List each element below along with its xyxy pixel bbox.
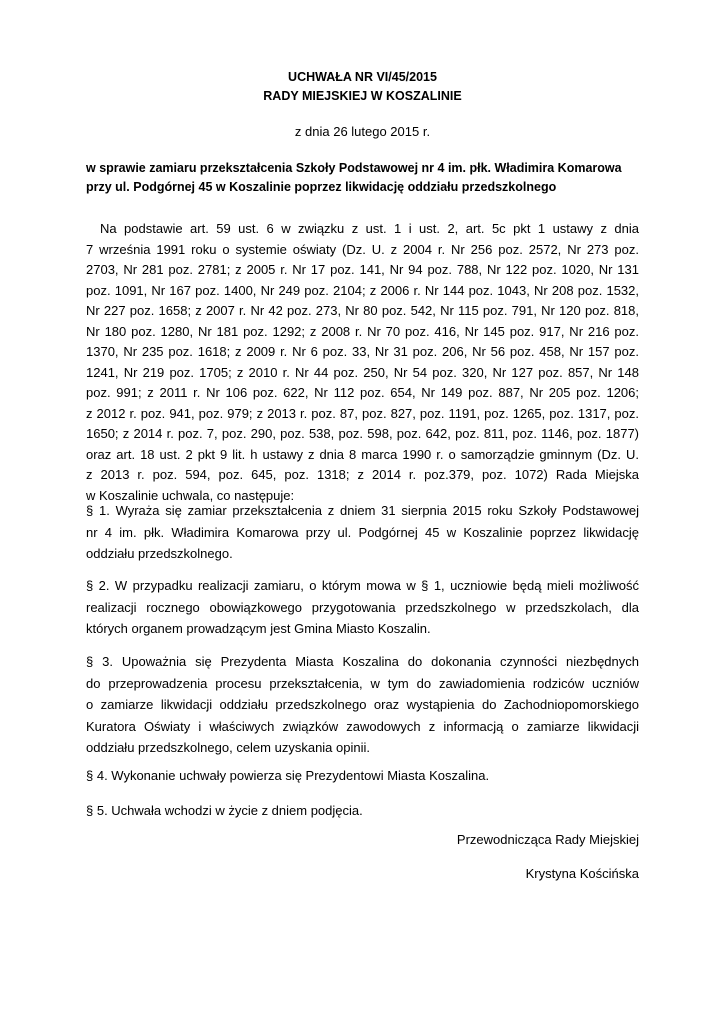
- legal-basis: [86, 219, 639, 506]
- paragraph-line: o zamiarze likwidacji oddziału przedszkolnego oraz wystąpienia do Zachodniopomorskiego: [86, 697, 639, 712]
- legal-basis-line: w Koszalinie uchwala, co następuje:: [86, 487, 295, 503]
- legal-basis-line: 1650; z 2014 r. poz. 7, poz. 290, poz. 538, poz. 598, poz. 642, poz. 811, poz. 1146, poz. 1877): [86, 426, 639, 441]
- paragraph-line: których organem prowadzącym jest Gmina Miasto Koszalin.: [86, 621, 431, 636]
- paragraph-3: [86, 651, 639, 759]
- paragraph-5: [86, 800, 639, 822]
- paragraph-line: § 5. Uchwała wchodzi w życie z dniem podjęcia.: [86, 803, 363, 818]
- legal-basis-line: 7 września 1991 roku o systemie oświaty (Dz. U. z 2004 r. Nr 256 poz. 2572, Nr 273 poz.: [86, 241, 639, 257]
- paragraph-line: § 4. Wykonanie uchwały powierza się Prezydentowi Miasta Koszalina.: [86, 768, 490, 783]
- subject-line: przy ul. Podgórnej 45 w Koszalinie poprzez likwidację oddziału przedszkolnego: [86, 180, 557, 194]
- resolution-number: UCHWAŁA NR VI/45/2015: [288, 70, 437, 84]
- paragraph-4: [86, 765, 639, 787]
- legal-basis-line: 1241, Nr 219 poz. 1705; z 2010 r. Nr 44 poz. 250, Nr 54 poz. 320, Nr 127 poz. 857, Nr 148: [86, 364, 639, 380]
- paragraph-1: [86, 500, 639, 565]
- legal-basis-line: poz. 991; z 2011 r. Nr 106 poz. 622, Nr 112 poz. 654, Nr 149 poz. 887, Nr 205 poz. 1206;: [86, 385, 639, 400]
- paragraph-line: § 3. Upoważnia się Prezydenta Miasta Koszalina do dokonania czynności niezbędnych: [86, 654, 639, 669]
- resolution-subject: [86, 159, 646, 197]
- paragraph-line: do przeprowadzenia procesu przekształcenia, w tym do zawiadomienia rodziców uczniów: [86, 675, 639, 691]
- paragraph-line: § 1. Wyraża się zamiar przekształcenia z dniem 31 sierpnia 2015 roku Szkoły Podstawowej: [86, 503, 639, 518]
- council-name: RADY MIEJSKIEJ W KOSZALINIE: [263, 89, 462, 103]
- paragraph-line: nr 4 im. płk. Władimira Komarowa przy ul. Podgórnej 45 w Koszalinie poprzez likwidację: [86, 524, 639, 540]
- signatory-role: Przewodnicząca Rady Miejskiej: [456, 832, 639, 847]
- paragraph-line: oddziału przedszkolnego, celem uzyskania opinii.: [86, 740, 370, 755]
- legal-basis-line: oraz art. 18 ust. 2 pkt 9 lit. h ustawy z dnia 8 marca 1990 r. o samorządzie gminnym (Dz. U.: [86, 446, 639, 462]
- legal-basis-line: Nr 227 poz. 1658; z 2007 r. Nr 42 poz. 273, Nr 80 poz. 542, Nr 115 poz. 791, Nr 120 poz. 818,: [86, 303, 639, 318]
- legal-basis-line: Na podstawie art. 59 ust. 6 w związku z ust. 1 i ust. 2, art. 5c pkt 1 ustawy z dnia: [100, 221, 639, 236]
- legal-basis-line: z 2012 r. poz. 941, poz. 979; z 2013 r. poz. 87, poz. 827, poz. 1191, poz. 1265, poz. 1317, poz.: [86, 405, 639, 421]
- paragraph-line: § 2. W przypadku realizacji zamiaru, o którym mowa w § 1, uczniowie będą mieli możliwość: [86, 578, 639, 593]
- legal-basis-line: Nr 180 poz. 1280, Nr 181 poz. 1292; z 2008 r. Nr 70 poz. 416, Nr 145 poz. 917, Nr 216 poz.: [86, 323, 639, 339]
- signatory-name: Krystyna Kościńska: [525, 866, 639, 881]
- paragraph-line: realizacji rocznego obowiązkowego przygotowania przedszkolnego w przedszkolach, dla: [86, 599, 639, 615]
- paragraph-line: oddziału przedszkolnego.: [86, 546, 233, 561]
- resolution-date: z dnia 26 lutego 2015 r.: [294, 124, 431, 139]
- paragraph-2: [86, 575, 639, 640]
- legal-basis-line: poz. 1091, Nr 167 poz. 1400, Nr 249 poz. 2104; z 2006 r. Nr 144 poz. 1043, Nr 208 poz. 1532,: [86, 282, 639, 298]
- subject-line: w sprawie zamiaru przekształcenia Szkoły Podstawowej nr 4 im. płk. Władimira Komarowa: [86, 161, 622, 175]
- paragraph-line: Kuratora Oświaty i właściwych związków zawodowych z informacją o zamiarze likwidacji: [86, 718, 639, 734]
- legal-basis-line: 2703, Nr 281 poz. 2781; z 2005 r. Nr 17 poz. 141, Nr 94 poz. 788, Nr 122 poz. 1020, Nr 131: [86, 262, 639, 277]
- legal-basis-line: z 2013 r. poz. 594, poz. 645, poz. 1318; z 2014 r. poz.379, poz. 1072) Rada Miejska: [86, 467, 639, 482]
- legal-basis-line: 1370, Nr 235 poz. 1618; z 2009 r. Nr 6 poz. 33, Nr 31 poz. 206, Nr 56 poz. 458, Nr 157 poz.: [86, 344, 639, 359]
